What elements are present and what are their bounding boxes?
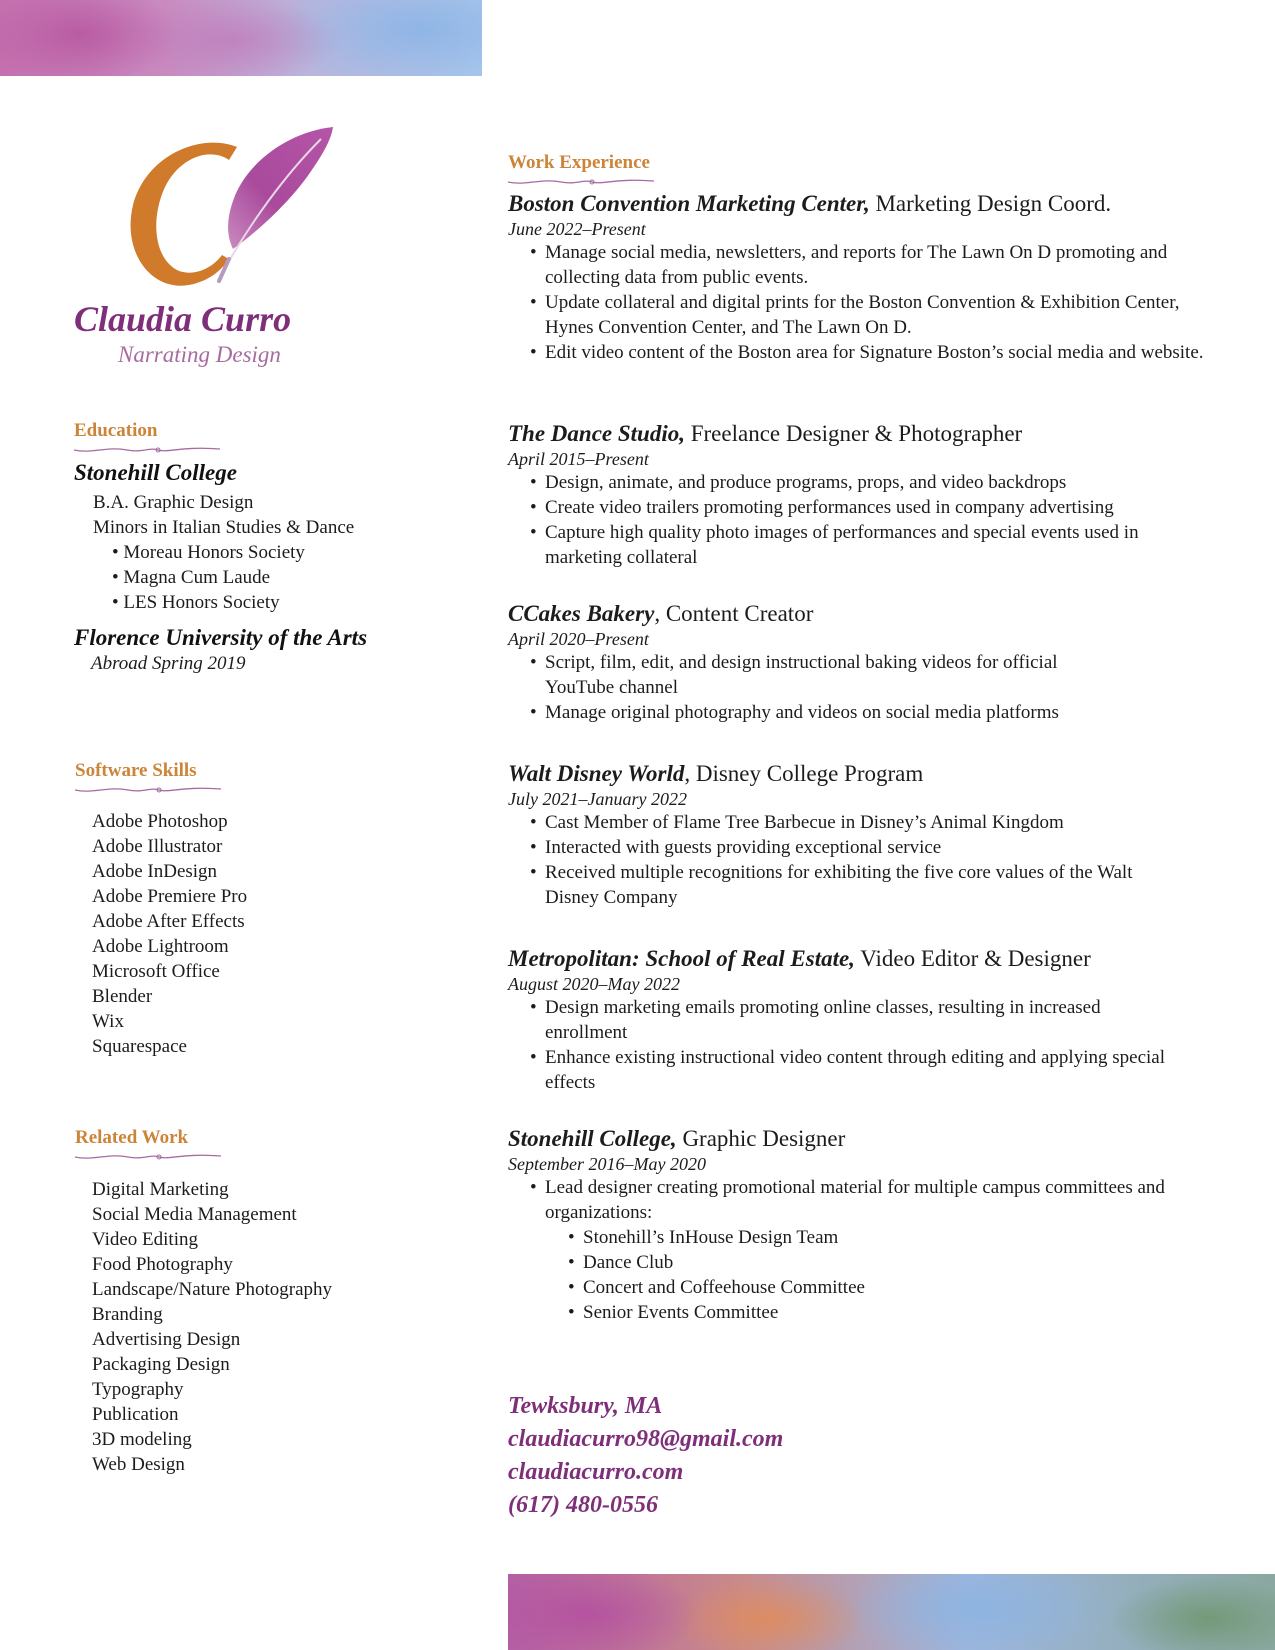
job-dates: June 2022–Present xyxy=(508,219,646,239)
job-heading xyxy=(508,419,1208,448)
job-role: , Disney College Program xyxy=(684,761,924,786)
job-entry xyxy=(508,759,1208,910)
list-item: Branding xyxy=(92,1304,163,1325)
job-entry xyxy=(508,419,1208,570)
job-bullets xyxy=(530,1175,1190,1225)
job-entry xyxy=(508,1124,1208,1325)
list-item: Packaging Design xyxy=(92,1354,230,1375)
sub-bullet-item: • Stonehill’s InHouse Design Team xyxy=(568,1225,1208,1250)
list-item: Web Design xyxy=(92,1454,185,1475)
job-heading xyxy=(508,759,1208,788)
sub-bullet-item: • Dance Club xyxy=(568,1250,1208,1275)
contact-phone[interactable]: (617) 480-0556 xyxy=(508,1492,658,1518)
work-experience-heading: Work Experience xyxy=(508,152,650,173)
list-item: Microsoft Office xyxy=(92,961,220,982)
candidate-name: Claudia Curro xyxy=(74,299,292,339)
job-dates: July 2021–January 2022 xyxy=(508,789,687,809)
job-dates: September 2016–May 2020 xyxy=(508,1154,706,1174)
list-item: Squarespace xyxy=(92,1036,187,1057)
bullet-item: • Cast Member of Flame Tree Barbecue in Disney’s Animal Kingdom xyxy=(530,810,1150,835)
sub-bullet-item: • Senior Events Committee xyxy=(568,1300,1208,1325)
job-role: , Content Creator xyxy=(654,601,814,626)
bullet-item: • Design marketing emails promoting online classes, resulting in increased enrollment xyxy=(530,995,1170,1045)
school-note: Abroad Spring 2019 xyxy=(91,653,246,674)
job-heading xyxy=(508,944,1208,973)
job-dates: April 2020–Present xyxy=(508,629,649,649)
list-item: Social Media Management xyxy=(92,1204,297,1225)
list-item: Video Editing xyxy=(92,1229,198,1250)
minors: Minors in Italian Studies & Dance xyxy=(93,517,355,538)
education-section xyxy=(74,460,474,675)
job-bullets xyxy=(530,470,1208,570)
list-item: Advertising Design xyxy=(92,1329,241,1350)
quill-logo-icon xyxy=(125,125,355,305)
bullet-item: • Create video trailers promoting performances used in company advertising xyxy=(530,495,1208,520)
contact-block xyxy=(508,1390,783,1522)
contact-email-link[interactable]: claudiacurro98@gmail.com xyxy=(508,1426,784,1452)
bullet-item: • Interacted with guests providing exceptional service xyxy=(530,835,1150,860)
list-item: 3D modeling xyxy=(92,1429,192,1450)
job-sub-bullets xyxy=(568,1225,1208,1325)
contact-website-link[interactable]: claudiacurro.com xyxy=(508,1459,684,1485)
job-entry xyxy=(508,599,1208,725)
bullet-item: • Edit video content of the Boston area for Signature Boston’s social media and website. xyxy=(530,340,1208,365)
job-bullets xyxy=(530,995,1170,1095)
job-heading xyxy=(508,1124,1208,1153)
company-name: CCakes Bakery xyxy=(508,601,655,626)
company-name: Boston Convention Marketing Center, xyxy=(508,191,870,216)
job-dates: August 2020–May 2022 xyxy=(508,974,680,994)
bullet-item: • Capture high quality photo images of performances and special events used in marketing collateral xyxy=(530,520,1208,570)
bullet-item: • Design, animate, and produce programs, props, and video backdrops xyxy=(530,470,1208,495)
list-item: Publication xyxy=(92,1404,179,1425)
list-item: Adobe Photoshop xyxy=(92,811,228,832)
company-name: The Dance Studio, xyxy=(508,421,685,446)
job-role: Marketing Design Coord. xyxy=(869,191,1112,216)
list-item: Adobe Illustrator xyxy=(92,836,223,857)
tagline: Narrating Design xyxy=(118,342,281,367)
bullet-item: • Update collateral and digital prints for the Boston Convention & Exhibition Center, Hynes Convention Center, and The Lawn On D. xyxy=(530,290,1208,340)
degree: B.A. Graphic Design xyxy=(93,492,254,513)
school-name: Florence University of the Arts xyxy=(74,625,368,650)
honor-item: • LES Honors Society xyxy=(74,590,474,615)
company-name: Metropolitan: School of Real Estate, xyxy=(508,946,855,971)
job-bullets xyxy=(530,810,1150,910)
bullet-item: • Received multiple recognitions for exhibiting the five core values of the Walt Disney Company xyxy=(530,860,1150,910)
swirl-divider-icon xyxy=(72,444,222,456)
honor-item: • Moreau Honors Society xyxy=(74,540,474,565)
job-entry xyxy=(508,189,1208,365)
software-heading: Software Skills xyxy=(75,760,197,781)
sub-bullet-item: • Concert and Coffeehouse Committee xyxy=(568,1275,1208,1300)
list-item: Adobe Lightroom xyxy=(92,936,229,957)
watercolor-banner-top xyxy=(0,0,482,76)
job-bullets xyxy=(530,240,1208,365)
list-item: Wix xyxy=(92,1011,124,1032)
swirl-divider-icon xyxy=(73,784,223,796)
company-name: Walt Disney World xyxy=(508,761,685,786)
bullet-item: • Manage social media, newsletters, and reports for The Lawn On D promoting and collecting data from public events. xyxy=(530,240,1208,290)
list-item: Adobe InDesign xyxy=(92,861,218,882)
watercolor-banner-bottom xyxy=(508,1574,1275,1650)
list-item: Food Photography xyxy=(92,1254,233,1275)
list-item: Landscape/Nature Photography xyxy=(92,1279,333,1300)
swirl-divider-icon xyxy=(73,1151,223,1163)
related-work-heading: Related Work xyxy=(75,1127,189,1148)
list-item: Blender xyxy=(92,986,153,1007)
bullet-item: • Lead designer creating promotional material for multiple campus committees and organizations: xyxy=(530,1175,1190,1225)
job-heading xyxy=(508,189,1208,218)
list-item: Typography xyxy=(92,1379,184,1400)
swirl-divider-icon xyxy=(506,176,656,188)
job-bullets xyxy=(530,650,1120,725)
related-work-list xyxy=(92,1177,332,1477)
job-entry xyxy=(508,944,1208,1095)
job-role: Freelance Designer & Photographer xyxy=(684,421,1023,446)
job-dates: April 2015–Present xyxy=(508,449,649,469)
list-item: Adobe After Effects xyxy=(92,911,245,932)
bullet-item: • Manage original photography and videos on social media platforms xyxy=(530,700,1120,725)
school-name: Stonehill College xyxy=(74,460,237,485)
software-list xyxy=(92,809,247,1059)
bullet-item: • Enhance existing instructional video content through editing and applying special effects xyxy=(530,1045,1170,1095)
honor-item: • Magna Cum Laude xyxy=(74,565,474,590)
job-role: Graphic Designer xyxy=(676,1126,846,1151)
education-heading: Education xyxy=(74,420,158,441)
list-item: Adobe Premiere Pro xyxy=(92,886,248,907)
list-item: Digital Marketing xyxy=(92,1179,229,1200)
contact-location: Tewksbury, MA xyxy=(508,1393,663,1419)
bullet-item: • Script, film, edit, and design instructional baking videos for official YouTube channel xyxy=(530,650,1120,700)
job-role: Video Editor & Designer xyxy=(854,946,1091,971)
job-heading xyxy=(508,599,1208,628)
company-name: Stonehill College, xyxy=(508,1126,677,1151)
